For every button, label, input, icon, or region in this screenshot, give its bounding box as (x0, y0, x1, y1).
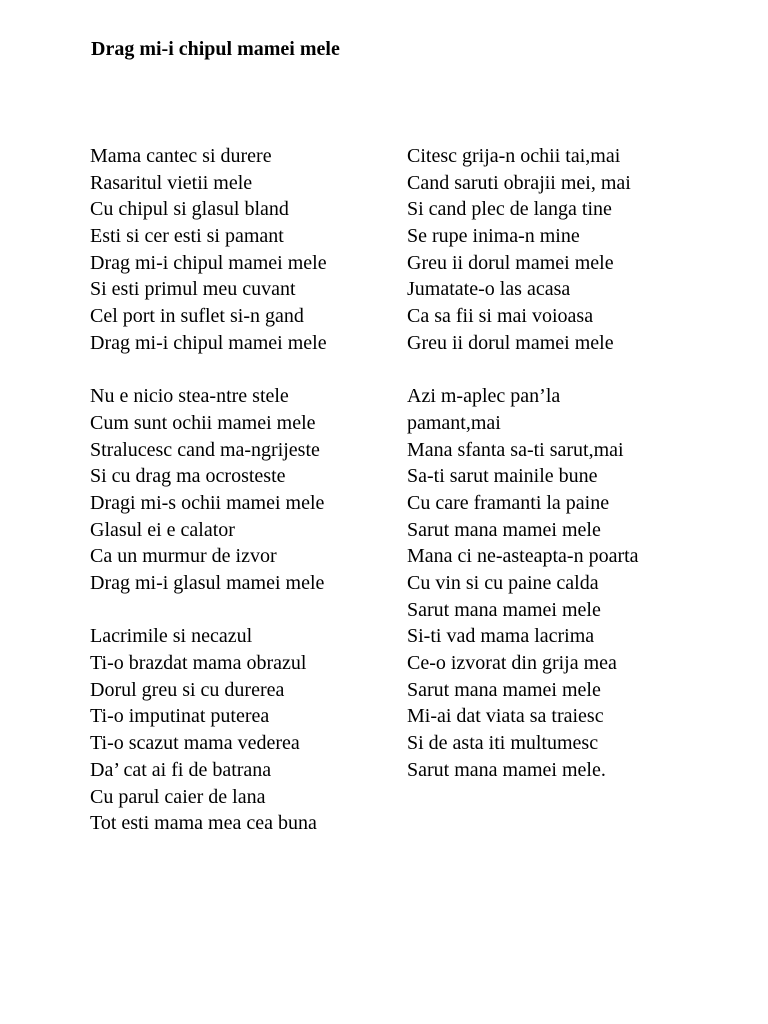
poem-line: Si esti primul meu cuvant (90, 278, 296, 301)
poem-line: Greu ii dorul mamei mele (407, 251, 614, 274)
right-column (407, 143, 747, 810)
stanza (90, 143, 390, 357)
poem-line: Stralucesc cand ma-ngrijeste (90, 438, 320, 461)
poem-line: Cand saruti obrajii mei, mai (407, 171, 631, 194)
poem-line: Drag mi-i chipul mamei mele (90, 251, 327, 274)
stanza (90, 383, 390, 597)
poem-line: Dorul greu si cu durerea (90, 678, 285, 701)
poem-line: Mana ci ne-asteapta-n poarta (407, 545, 639, 568)
poem-line: Rasaritul vietii mele (90, 171, 253, 194)
poem-line: Glasul ei e calator (90, 518, 235, 541)
poem-line: Ca sa fii si mai voioasa (407, 305, 594, 328)
poem-line: Tot esti mama mea cea buna (90, 812, 317, 835)
poem-line: Si-ti vad mama lacrima (407, 625, 595, 648)
poem-line: Mana sfanta sa-ti sarut,mai (407, 438, 624, 461)
poem-line: Esti si cer esti si pamant (90, 225, 284, 248)
poem-line: Ca un murmur de izvor (90, 545, 277, 568)
poem-line: Sarut mana mamei mele (407, 518, 601, 541)
left-column (90, 143, 390, 864)
poem-line: Cu care framanti la paine (407, 491, 610, 514)
poem-line: Ti-o scazut mama vederea (90, 732, 300, 755)
poem-title: Drag mi-i chipul mamei mele (91, 38, 340, 60)
poem-line: Mama cantec si durere (90, 145, 272, 167)
poem-line: Drag mi-i glasul mamei mele (90, 572, 325, 594)
stanza (407, 383, 747, 783)
poem-line: Cu chipul si glasul bland (90, 198, 289, 221)
poem-line: Cel port in suflet si-n gand (90, 305, 304, 328)
poem-line: Se rupe inima-n mine (407, 225, 580, 248)
poem-line: Sa-ti sarut mainile bune (407, 465, 598, 488)
poem-line: Sarut mana mamei mele (407, 598, 601, 621)
poem-line: Si cu drag ma ocrosteste (90, 465, 286, 488)
poem-line: Nu e nicio stea-ntre stele (90, 385, 289, 408)
poem-line: Drag mi-i chipul mamei mele (90, 331, 327, 354)
poem-line: Ce-o izvorat din grija mea (407, 652, 617, 675)
poem-line: Sarut mana mamei mele (407, 678, 601, 701)
poem-line: Ti-o imputinat puterea (90, 705, 270, 728)
poem-line: Lacrimile si necazul (90, 625, 253, 648)
poem-line: Cu parul caier de lana (90, 785, 266, 808)
poem-line: Azi m-aplec pan’la (407, 385, 561, 408)
poem-line: pamant,mai (407, 411, 501, 434)
poem-line: Greu ii dorul mamei mele (407, 331, 614, 354)
poem-line: Sarut mana mamei mele. (407, 758, 606, 781)
poem-line: Cum sunt ochii mamei mele (90, 411, 316, 434)
poem-line: Jumatate-o las acasa (407, 278, 571, 301)
poem-line: Citesc grija-n ochii tai,mai (407, 145, 621, 167)
poem-line: Si cand plec de langa tine (407, 198, 612, 221)
stanza (90, 623, 390, 837)
poem-line: Da’ cat ai fi de batrana (90, 758, 272, 781)
poem-line: Dragi mi-s ochii mamei mele (90, 491, 325, 514)
poem-line: Mi-ai dat viata sa traiesc (407, 705, 604, 728)
poem-line: Si de asta iti multumesc (407, 732, 599, 755)
poem-line: Cu vin si cu paine calda (407, 572, 599, 594)
stanza (407, 143, 747, 357)
poem-line: Ti-o brazdat mama obrazul (90, 652, 307, 675)
